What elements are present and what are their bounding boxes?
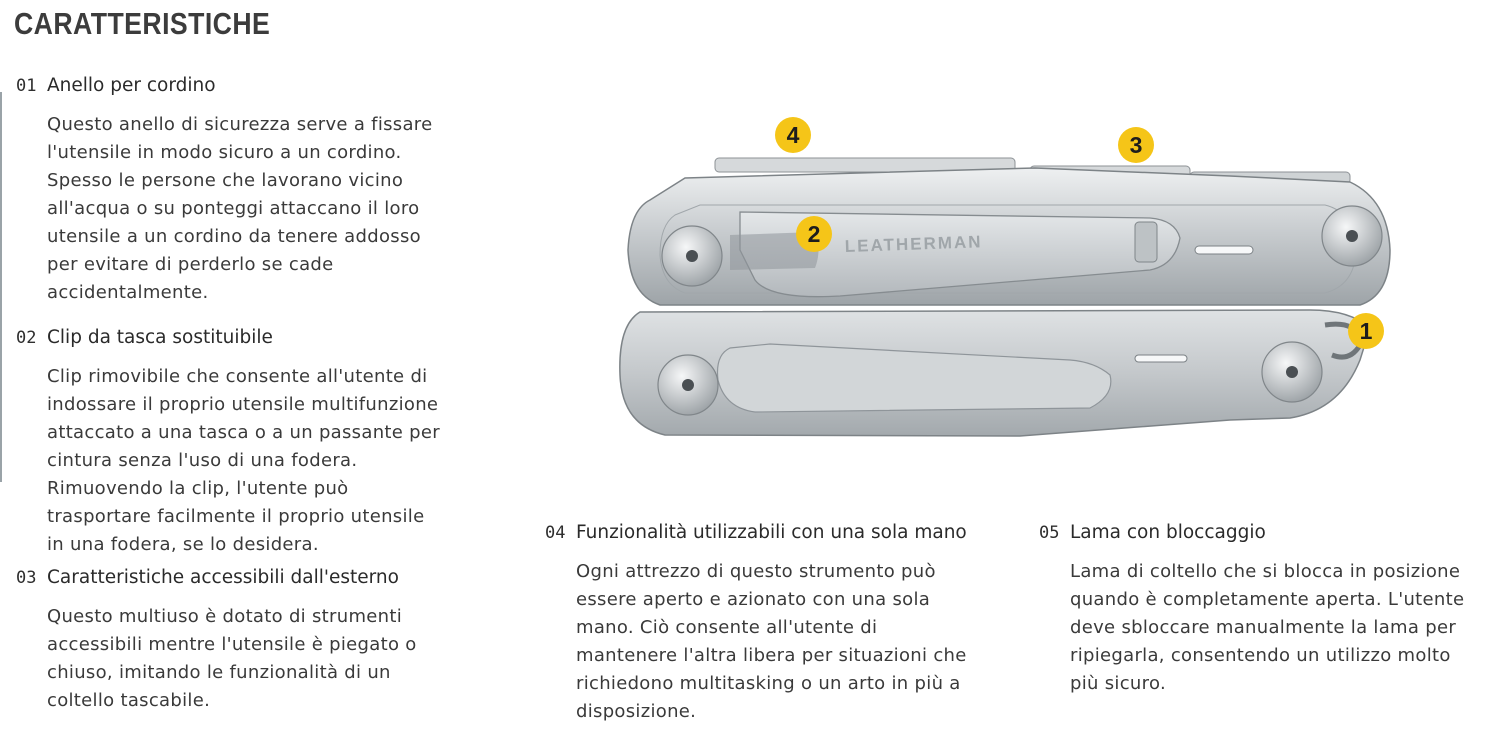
- feature-title: Lama con bloccaggio: [1070, 522, 1266, 543]
- description-line: deve sbloccare manualmente la lama per: [1070, 617, 1457, 638]
- marker-3: [1118, 127, 1154, 163]
- feature-description: [576, 558, 1015, 726]
- description-line: ripiegarla, consentendo un utilizzo molto: [1070, 645, 1451, 666]
- feature-heading: [1039, 522, 1499, 546]
- feature-pocket-clip: [16, 327, 486, 559]
- description-line: disposizione.: [576, 701, 697, 722]
- description-line: indossare il proprio utensile multifunzione: [47, 394, 439, 415]
- description-line: Spesso le persone che lavorano vicino: [47, 170, 404, 191]
- feature-title: Funzionalità utilizzabili con una sola mano: [576, 522, 967, 543]
- svg-text:4: 4: [786, 122, 800, 148]
- feature-title: Caratteristiche accessibili dall'esterno: [47, 567, 399, 588]
- svg-text:1: 1: [1359, 318, 1373, 344]
- screw-head-icon: [1346, 230, 1358, 242]
- screw-head-icon: [682, 379, 694, 391]
- description-line: all'acqua o su ponteggi attaccano il loro: [47, 198, 420, 219]
- description-line: l'utensile in modo sicuro a un cordino.: [47, 142, 402, 163]
- screw-head-icon: [1286, 366, 1298, 378]
- left-divider: [0, 92, 2, 482]
- feature-number: 04: [545, 523, 566, 543]
- description-line: mantenere l'altra libera per situazioni che: [576, 645, 967, 666]
- feature-heading: [16, 75, 486, 99]
- description-line: Rimuovendo la clip, l'utente può: [47, 478, 349, 499]
- page-title: CARATTERISTICHE: [14, 6, 271, 41]
- feature-title: Anello per cordino: [47, 75, 216, 96]
- description-line: essere aperto e azionato con una sola: [576, 589, 931, 610]
- feature-number: 03: [16, 568, 37, 588]
- description-line: Questo anello di sicurezza serve a fissare: [47, 114, 433, 135]
- feature-lanyard-ring: [16, 75, 486, 307]
- description-line: Clip rimovibile che consente all'utente di: [47, 366, 428, 387]
- description-line: accessibili mentre l'utensile è piegato o: [47, 634, 417, 655]
- description-line: attaccato a una tasca o a un passante per: [47, 422, 440, 443]
- marker-4: [775, 117, 811, 153]
- description-line: richiedono multitasking o un arto in più a: [576, 673, 961, 694]
- multitool-illustration: [590, 100, 1420, 460]
- feature-number: 02: [16, 328, 37, 348]
- clip-tab: [1135, 222, 1157, 262]
- description-line: trasportare facilmente il proprio utensile: [47, 506, 425, 527]
- feature-description: [47, 363, 486, 559]
- description-line: accidentalmente.: [47, 282, 209, 303]
- description-line: Ogni attrezzo di questo strumento può: [576, 561, 936, 582]
- description-line: chiuso, imitando le funzionalità di un: [47, 662, 391, 683]
- description-line: in una fodera, se lo desidera.: [47, 534, 319, 555]
- svg-text:2: 2: [807, 221, 821, 247]
- marker-1: [1348, 313, 1384, 349]
- feature-description: [47, 603, 486, 715]
- feature-number: 05: [1039, 523, 1060, 543]
- description-line: Questo multiuso è dotato di strumenti: [47, 606, 403, 627]
- vent-slot: [1195, 246, 1253, 254]
- marker-2: [796, 216, 832, 252]
- description-line: coltello tascabile.: [47, 690, 211, 711]
- description-line: mano. Ciò consente all'utente di: [576, 617, 878, 638]
- vent-slot: [1135, 355, 1187, 362]
- brand-engraving: LEATHERMAN: [844, 232, 983, 256]
- screw-head-icon: [686, 250, 698, 262]
- feature-locking-blade: [1039, 522, 1499, 698]
- description-line: quando è completamente aperta. L'utente: [1070, 589, 1465, 610]
- description-line: per evitare di perderlo se cade: [47, 254, 334, 275]
- description-line: più sicuro.: [1070, 673, 1166, 694]
- feature-description: [47, 111, 486, 307]
- description-line: cintura senza l'uso di una fodera.: [47, 450, 358, 471]
- feature-title: Clip da tasca sostituibile: [47, 327, 273, 348]
- description-line: Lama di coltello che si blocca in posizione: [1070, 561, 1461, 582]
- description-line: utensile a un cordino da tenere addosso: [47, 226, 421, 247]
- feature-heading: [16, 567, 486, 591]
- feature-description: [1070, 558, 1499, 698]
- feature-number: 01: [16, 76, 37, 96]
- feature-external-access: [16, 567, 486, 715]
- svg-text:3: 3: [1129, 132, 1143, 158]
- feature-heading: [545, 522, 1015, 546]
- feature-one-hand: [545, 522, 1015, 726]
- feature-heading: [16, 327, 486, 351]
